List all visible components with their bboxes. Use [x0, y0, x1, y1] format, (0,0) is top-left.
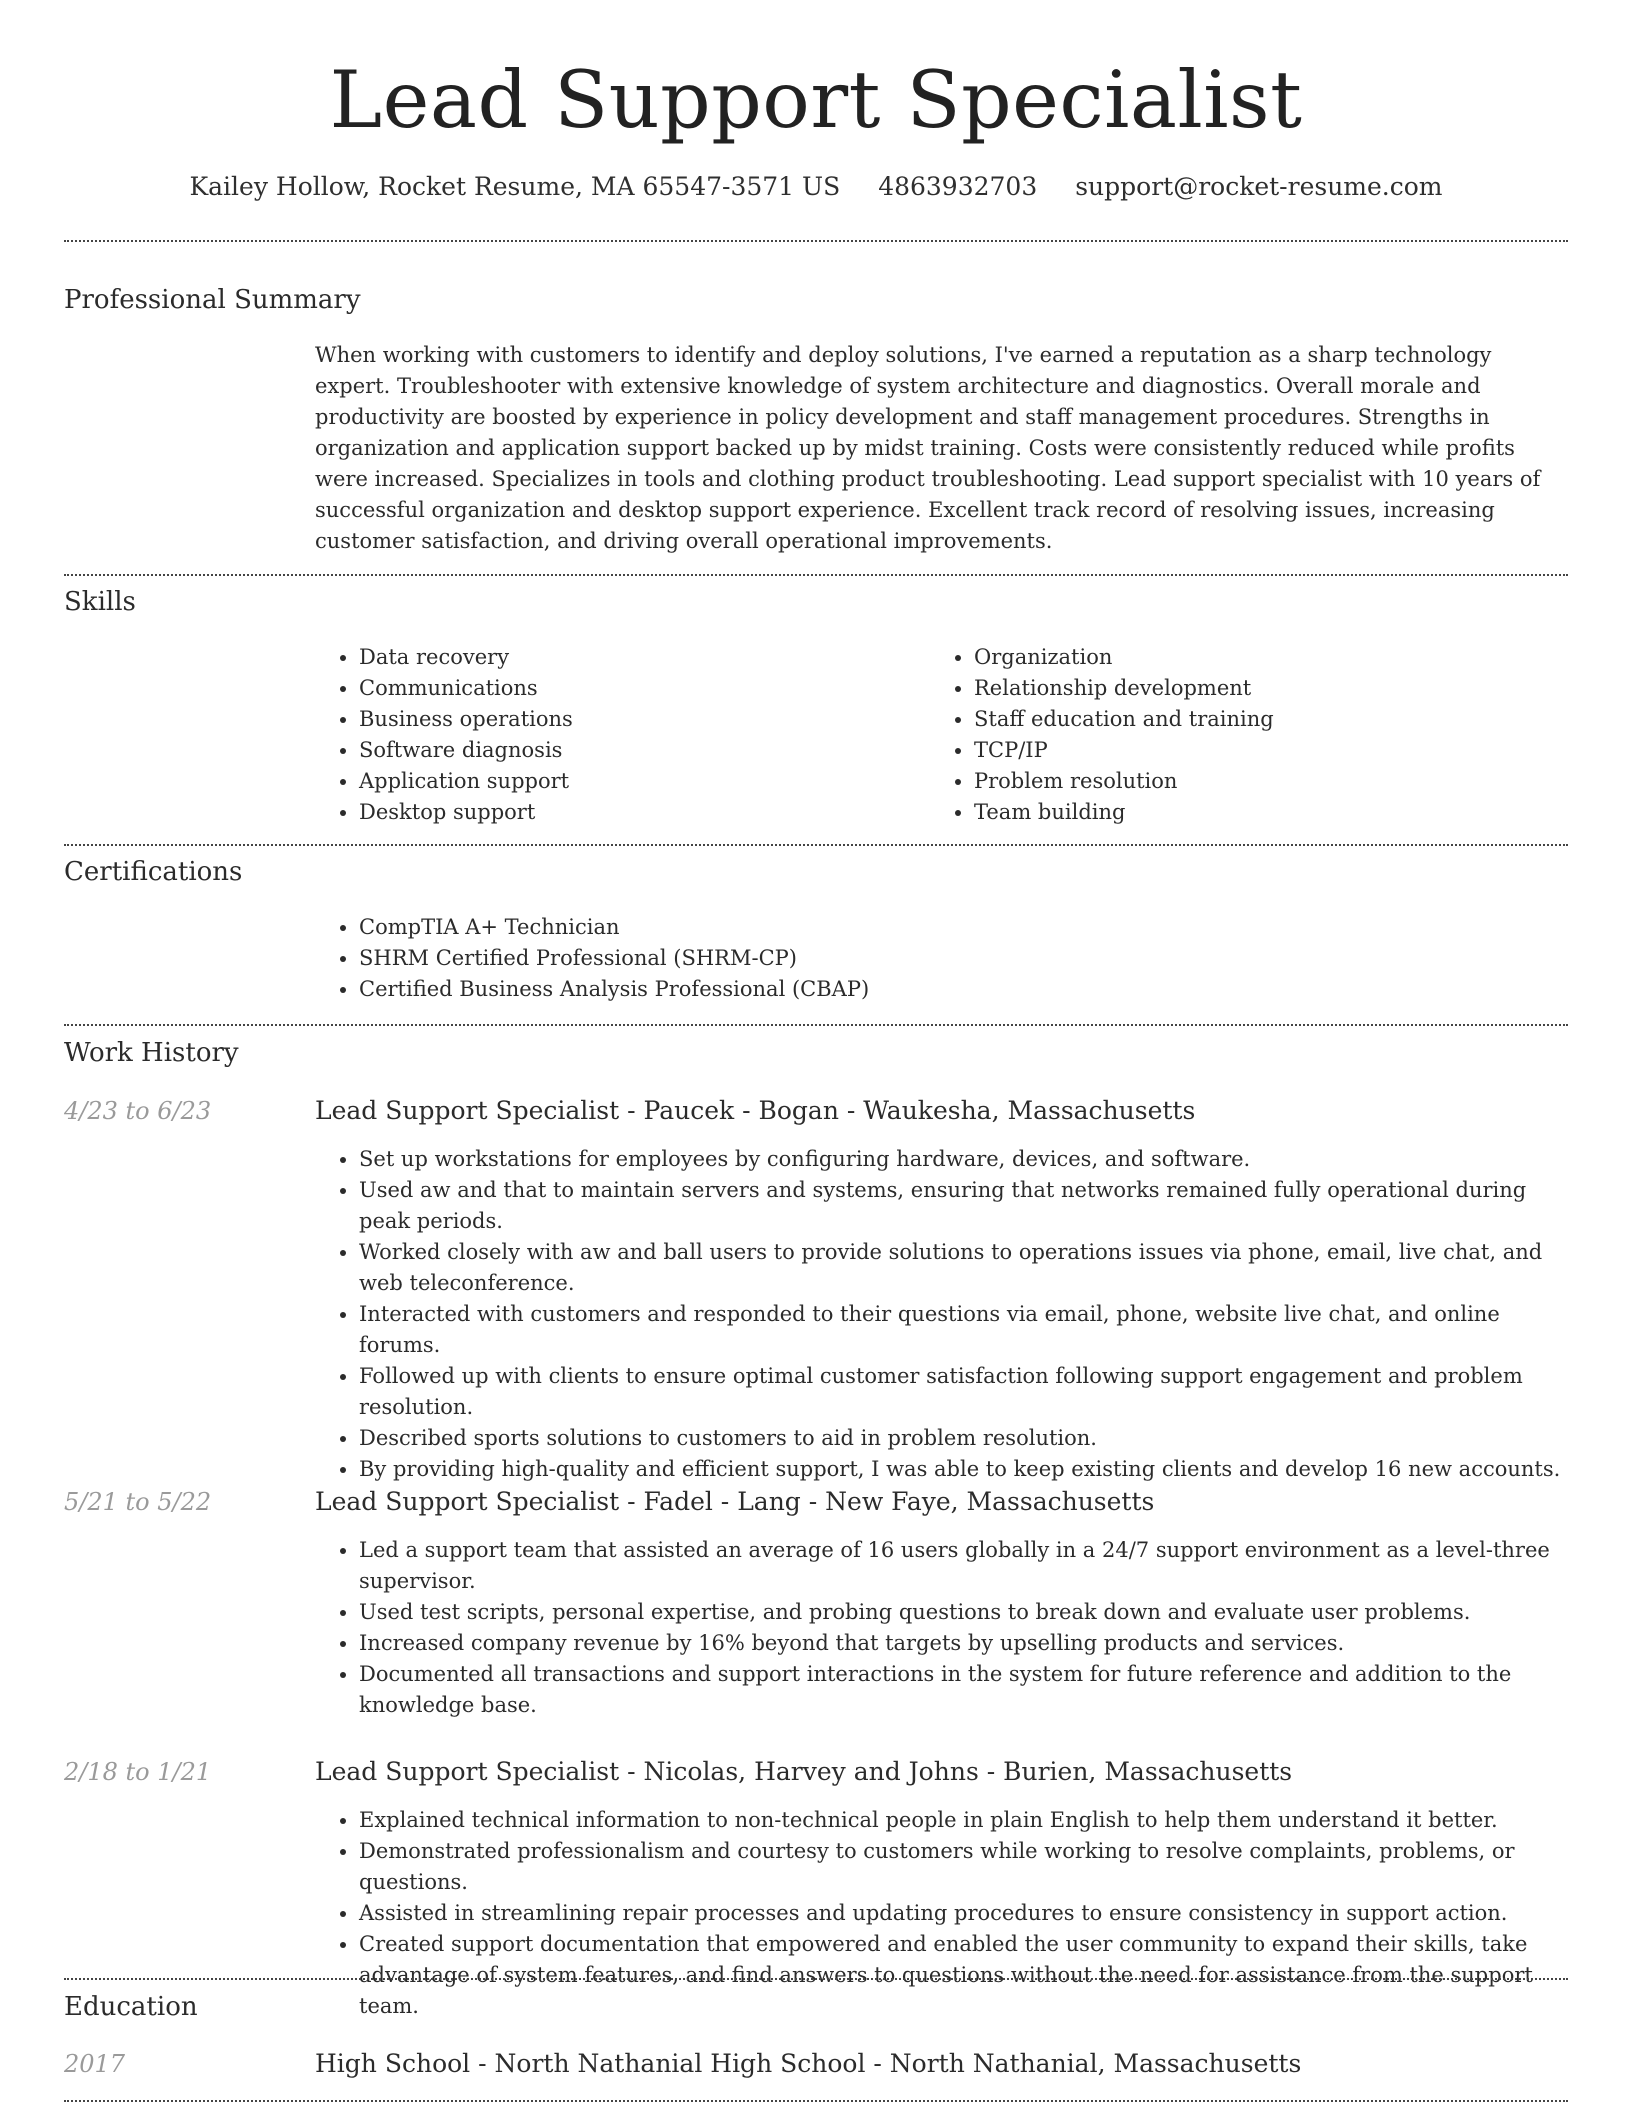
job-bullet: • By providing high-quality and efficient support, I was able to keep existing clients and develop 16 new accounts.	[359, 1454, 1575, 1485]
job-bullets	[315, 1535, 1575, 1721]
email[interactable]: support@rocket-resume.com	[1075, 172, 1443, 201]
job-bullet: • Described sports solutions to customers to aid in problem resolution.	[359, 1423, 1575, 1454]
job-bullet: • Followed up with clients to ensure optimal customer satisfaction following support engagement and problem resolution.	[359, 1361, 1575, 1423]
divider	[64, 844, 1568, 846]
summary-text: When working with customers to identify and deploy solutions, I've earned a reputation as a sharp technology expert. Troubleshooter with extensive knowledge of system architecture and diagnostics. Overall morale and productivity are boosted by experience in policy development and staff management procedures. Strengths in organization and application support backed up by midst training. Costs were consistently reduced while profits were increased. Specializes in tools and clothing product troubleshooting. Lead support specialist with 10 years of successful organization and desktop support experience. Excellent track record of resolving issues, increasing customer satisfaction, and driving overall operational improvements.	[315, 343, 1541, 553]
skill-item: • Staff education and training	[974, 704, 1530, 735]
job-bullet: • Explained technical information to non-technical people in plain English to help them understand it better.	[359, 1805, 1575, 1836]
job-bullet: • Worked closely with aw and ball users to provide solutions to operations issues via phone, email, live chat, and web teleconference.	[359, 1237, 1575, 1299]
skill-item: • Relationship development	[974, 673, 1530, 704]
job-title: Lead Support Specialist - Fadel - Lang - New Faye, Massachusetts	[315, 1487, 1155, 1516]
job-bullets	[315, 1805, 1575, 2022]
divider	[64, 240, 1568, 242]
skills-column-right	[930, 642, 1530, 828]
section-title-education: Education	[64, 1992, 198, 2022]
education-entry: High School - North Nathanial High School - North Nathanial, Massachusetts	[315, 2049, 1302, 2078]
job-date: 4/23 to 6/23	[64, 1097, 212, 1125]
skill-item: • Business operations	[359, 704, 915, 735]
job-bullet: • Assisted in streamlining repair processes and updating procedures to ensure consistency in support action.	[359, 1898, 1575, 1929]
job-bullet: • Used aw and that to maintain servers and systems, ensuring that networks remained fully operational during peak periods.	[359, 1175, 1575, 1237]
job-bullet: • Interacted with customers and responded to their questions via email, phone, website live chat, and online forums.	[359, 1299, 1575, 1361]
job-bullet: • Documented all transactions and support interactions in the system for future reference and addition to the knowledge base.	[359, 1659, 1575, 1721]
section-title-skills: Skills	[64, 587, 136, 617]
job-bullet: • Led a support team that assisted an average of 16 users globally in a 24/7 support environment as a level-three supervisor.	[359, 1535, 1575, 1597]
phone: 4863932703	[878, 172, 1038, 201]
section-title-work-history: Work History	[64, 1038, 239, 1068]
skill-item: • Team building	[974, 797, 1530, 828]
certifications-list	[315, 912, 1315, 1005]
job-bullet: • Demonstrated professionalism and courtesy to customers while working to resolve complaints, problems, or questions.	[359, 1836, 1575, 1898]
divider	[64, 2100, 1568, 2102]
address: Kailey Hollow, Rocket Resume, MA 65547-3571 US	[189, 172, 841, 201]
skill-item: • Application support	[359, 766, 915, 797]
skill-item: • Communications	[359, 673, 915, 704]
education-date: 2017	[64, 2050, 126, 2078]
candidate-name: Lead Support Specialist	[329, 54, 1303, 146]
section-title-certifications: Certifications	[64, 857, 243, 887]
divider	[64, 574, 1568, 576]
divider	[64, 1024, 1568, 1026]
job-title: Lead Support Specialist - Paucek - Bogan - Waukesha, Massachusetts	[315, 1096, 1196, 1125]
job-date: 2/18 to 1/21	[64, 1758, 212, 1786]
job-bullets	[315, 1144, 1575, 1485]
skill-item: • TCP/IP	[974, 735, 1530, 766]
skill-item: • Problem resolution	[974, 766, 1530, 797]
section-title-summary: Professional Summary	[64, 285, 361, 315]
job-bullet: • Created support documentation that empowered and enabled the user community to expand their skills, take advantage of system features, and find answers to questions without the need for assistance from the support team.	[359, 1929, 1575, 2022]
certification-item: • Certified Business Analysis Professional (CBAP)	[359, 974, 1315, 1005]
job-title: Lead Support Specialist - Nicolas, Harvey and Johns - Burien, Massachusetts	[315, 1757, 1293, 1786]
skill-item: • Organization	[974, 642, 1530, 673]
job-bullet: • Used test scripts, personal expertise, and probing questions to break down and evaluate user problems.	[359, 1597, 1575, 1628]
skill-item: • Data recovery	[359, 642, 915, 673]
job-bullet: • Increased company revenue by 16% beyond that targets by upselling products and services.	[359, 1628, 1575, 1659]
job-date: 5/21 to 5/22	[64, 1488, 212, 1516]
skills-column-left	[315, 642, 915, 828]
certification-item: • CompTIA A+ Technician	[359, 912, 1315, 943]
contact-line	[64, 170, 1568, 204]
divider	[64, 1978, 1568, 1980]
skill-item: • Desktop support	[359, 797, 915, 828]
skill-item: • Software diagnosis	[359, 735, 915, 766]
certification-item: • SHRM Certified Professional (SHRM-CP)	[359, 943, 1315, 974]
job-bullet: • Set up workstations for employees by configuring hardware, devices, and software.	[359, 1144, 1575, 1175]
